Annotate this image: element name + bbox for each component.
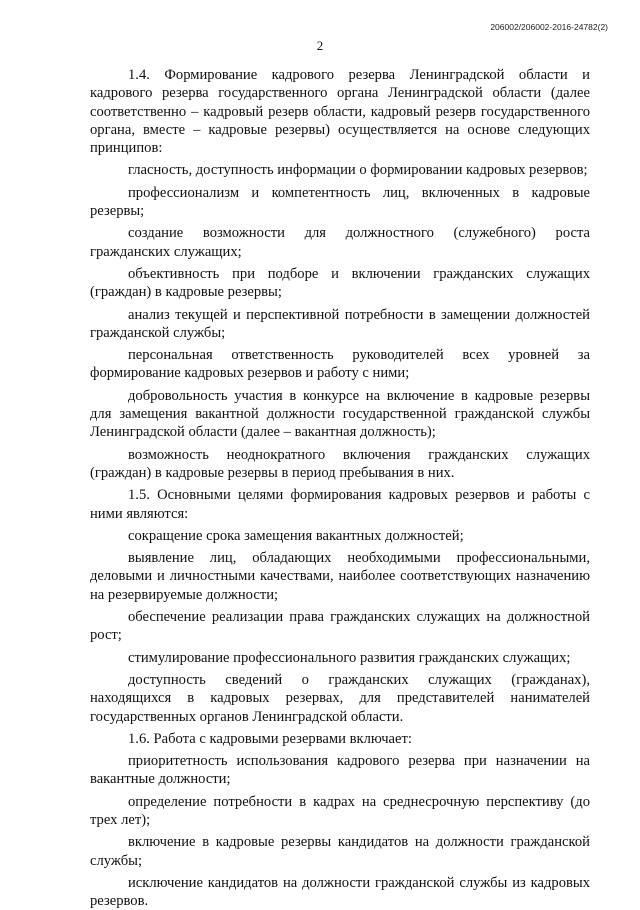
list-item: включение в кадровые резервы кандидатов на должности гражданской службы; <box>90 834 590 869</box>
list-item: сокращение срока замещения вакантных должностей; <box>128 527 464 544</box>
paragraph-1-5: 1.5. Основными целями формирования кадровых резервов и работы с ними являются: <box>90 487 590 522</box>
list-item: добровольность участия в конкурсе на включение в кадровые резервы для замещения вакантной должности государственной гражданской службы Ленинградской области (далее – вакантная должность); <box>90 387 590 441</box>
list-item: анализ текущей и перспективной потребности в замещении должностей гражданской службы; <box>90 306 590 341</box>
paragraph-1-6: 1.6. Работа с кадровыми резервами включает: <box>128 730 412 747</box>
list-item: доступность сведений о гражданских служащих (гражданах), находящихся в кадровых резервах, для представителей нанимателей государственных органов Ленинградской области. <box>90 671 590 725</box>
list-item: персональная ответственность руководителей всех уровней за формирование кадровых резервов и работу с ними; <box>90 347 590 382</box>
list-item: определение потребности в кадрах на среднесрочную перспективу (до трех лет); <box>90 793 590 828</box>
list-item: выявление лиц, обладающих необходимыми профессиональными, деловыми и личностными качествами, наиболее соответствующих назначению на резервируемые должности; <box>90 550 590 603</box>
list-item: возможность неоднократного включения гражданских служащих (граждан) в кадровые резервы в период пребывания в них. <box>90 446 590 481</box>
list-item: стимулирование профессионального развития гражданских служащих; <box>128 649 571 666</box>
list-item: профессионализм и компетентность лиц, включенных в кадровые резервы; <box>90 184 590 220</box>
page-number: 2 <box>316 38 324 53</box>
list-item: исключение кандидатов на должности гражданской службы из кадровых резервов. <box>90 874 590 910</box>
list-item: объективность при подборе и включении гражданских служащих (граждан) в кадровые резервы; <box>90 265 590 301</box>
document-body <box>90 66 590 910</box>
paragraph-1-4: 1.4. Формирование кадрового резерва Ленинградской области и кадрового резерва государственного органа Ленинградской области (далее соответственно – кадровый резерв области, кадровый резерв государственного органа, вместе – кадровые резервы) осуществляется на основе следующих принципов: <box>90 67 590 157</box>
list-item: приоритетность использования кадрового резерва при назначении на вакантные должности; <box>90 753 590 788</box>
list-item: гласность, доступность информации о формировании кадровых резервов; <box>128 162 588 179</box>
list-item: создание возможности для должностного (служебного) роста гражданских служащих; <box>90 225 590 260</box>
document-id: 206002/206002-2016-24782(2) <box>490 22 608 32</box>
list-item: обеспечение реализации права гражданских служащих на должностной рост; <box>90 609 590 644</box>
